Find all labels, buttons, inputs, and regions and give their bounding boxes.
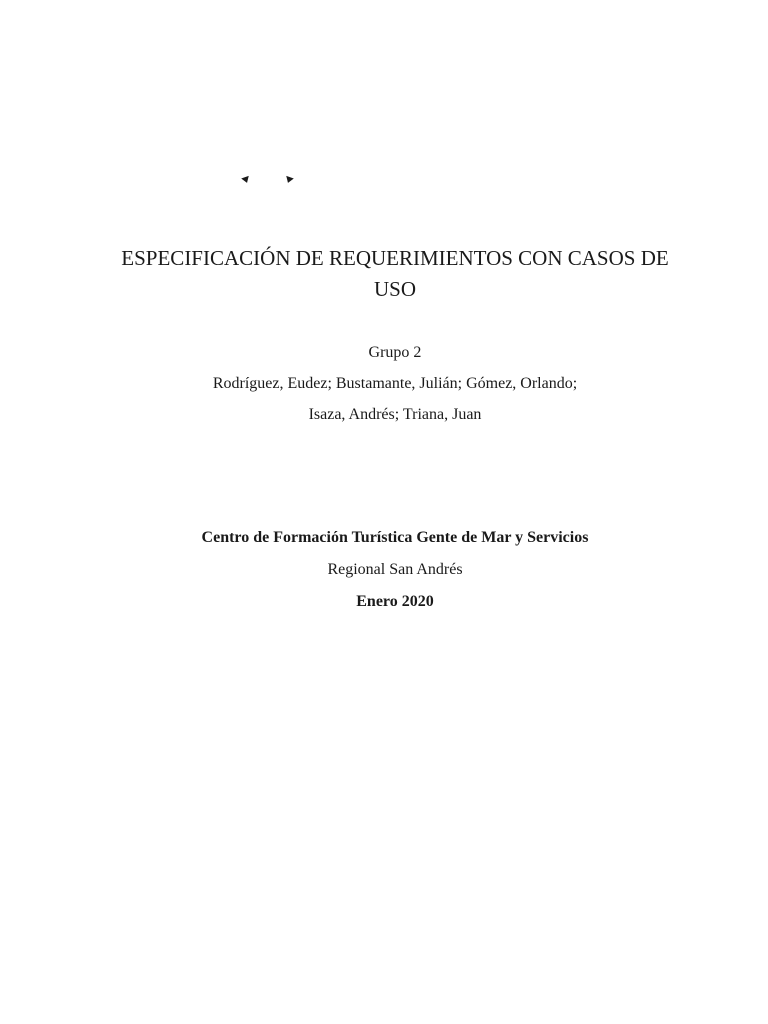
institution-name: Centro de Formación Turística Gente de Mar y Servicios [201,529,589,546]
group-label: Grupo 2 [368,344,422,361]
stray-mark-icon [284,176,294,184]
document-date: Enero 2020 [356,593,434,610]
authors-line-2: Isaza, Andrés; Triana, Juan [308,406,482,423]
document-title: ESPECIFICACIÓN DE REQUERIMIENTOS CON CASOS DE USO [121,246,669,301]
authors-line-1: Rodríguez, Eudez; Bustamante, Julián; Gómez, Orlando; [212,375,578,392]
regional-name: Regional San Andrés [327,561,463,578]
stray-mark-icon [241,176,251,184]
